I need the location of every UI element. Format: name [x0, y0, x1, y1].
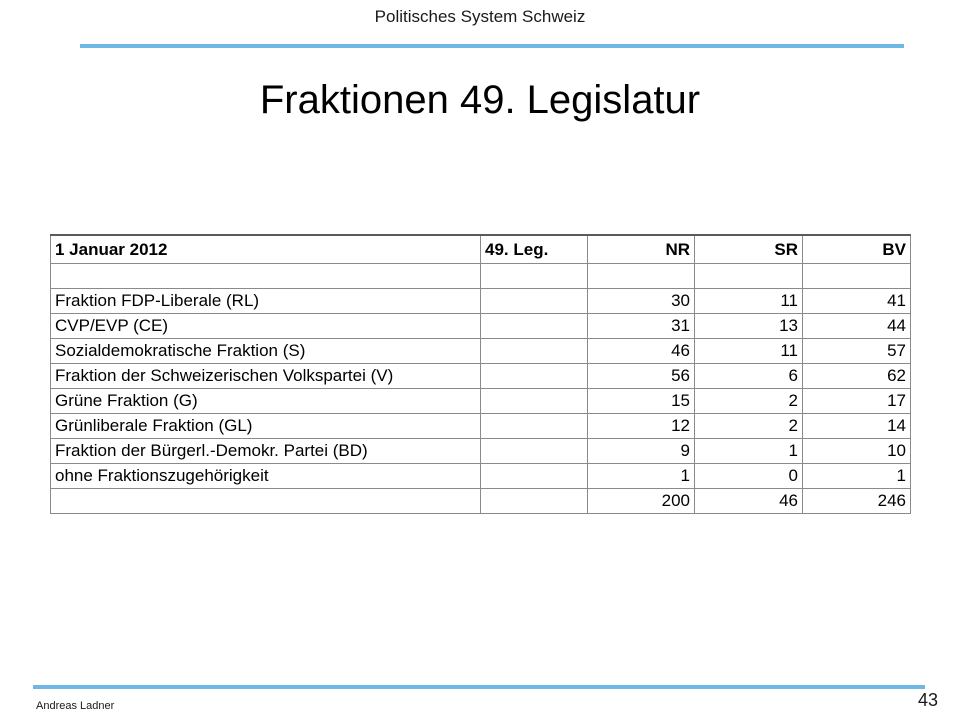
- sr-seats: 2: [695, 414, 803, 439]
- bv-seats: 44: [803, 314, 911, 339]
- column-header-nr: NR: [588, 235, 695, 264]
- bv-seats: 10: [803, 439, 911, 464]
- table-cell: [588, 264, 695, 289]
- sr-seats: 11: [695, 339, 803, 364]
- table-spacer-row: [51, 264, 911, 289]
- faction-name: Fraktion der Schweizerischen Volkspartei (V): [51, 364, 481, 389]
- table-row: [51, 364, 911, 389]
- legislature-cell: [481, 364, 588, 389]
- legislature-cell: [481, 389, 588, 414]
- header-divider: [80, 44, 904, 48]
- column-header-bv: BV: [803, 235, 911, 264]
- nr-seats: 1: [588, 464, 695, 489]
- slide-title: Fraktionen 49. Legislatur: [259, 78, 701, 122]
- sr-seats: 6: [695, 364, 803, 389]
- total-label: [51, 489, 481, 514]
- faction-name: ohne Fraktionszugehörigkeit: [51, 464, 481, 489]
- nr-total: 200: [588, 489, 695, 514]
- column-header-legislature: 49. Leg.: [481, 235, 588, 264]
- table-row: [51, 289, 911, 314]
- table-row: [51, 414, 911, 439]
- sr-seats: 2: [695, 389, 803, 414]
- table-row: [51, 464, 911, 489]
- bv-seats: 57: [803, 339, 911, 364]
- bv-seats: 62: [803, 364, 911, 389]
- faction-name: CVP/EVP (CE): [51, 314, 481, 339]
- legislature-cell: [481, 414, 588, 439]
- legislature-cell: [481, 464, 588, 489]
- faction-name: Fraktion FDP-Liberale (RL): [51, 289, 481, 314]
- bv-seats: 1: [803, 464, 911, 489]
- table-row: [51, 314, 911, 339]
- column-header-date: 1 Januar 2012: [51, 235, 481, 264]
- table-header-row: [51, 235, 911, 264]
- faction-seat-table: [50, 234, 911, 514]
- page-number: 43: [917, 690, 938, 710]
- nr-seats: 31: [588, 314, 695, 339]
- bv-seats: 41: [803, 289, 911, 314]
- footer-divider: [33, 685, 925, 689]
- table-total-row: [51, 489, 911, 514]
- table-cell: [51, 264, 481, 289]
- sr-seats: 13: [695, 314, 803, 339]
- table-row: [51, 439, 911, 464]
- column-header-sr: SR: [695, 235, 803, 264]
- author-name: Andreas Ladner: [36, 700, 115, 712]
- faction-table-container: [50, 234, 910, 514]
- table-row: [51, 339, 911, 364]
- table-cell: [695, 264, 803, 289]
- total-legislature-cell: [481, 489, 588, 514]
- faction-name: Grünliberale Fraktion (GL): [51, 414, 481, 439]
- bv-seats: 17: [803, 389, 911, 414]
- bv-seats: 14: [803, 414, 911, 439]
- bv-total: 246: [803, 489, 911, 514]
- nr-seats: 46: [588, 339, 695, 364]
- nr-seats: 30: [588, 289, 695, 314]
- nr-seats: 9: [588, 439, 695, 464]
- legislature-cell: [481, 289, 588, 314]
- sr-seats: 11: [695, 289, 803, 314]
- table-row: [51, 389, 911, 414]
- table-cell: [481, 264, 588, 289]
- table-cell: [803, 264, 911, 289]
- presentation-title: Politisches System Schweiz: [374, 7, 586, 26]
- legislature-cell: [481, 314, 588, 339]
- nr-seats: 12: [588, 414, 695, 439]
- nr-seats: 56: [588, 364, 695, 389]
- sr-seats: 0: [695, 464, 803, 489]
- faction-name: Fraktion der Bürgerl.-Demokr. Partei (BD): [51, 439, 481, 464]
- legislature-cell: [481, 339, 588, 364]
- legislature-cell: [481, 439, 588, 464]
- sr-total: 46: [695, 489, 803, 514]
- faction-name: Sozialdemokratische Fraktion (S): [51, 339, 481, 364]
- faction-name: Grüne Fraktion (G): [51, 389, 481, 414]
- sr-seats: 1: [695, 439, 803, 464]
- nr-seats: 15: [588, 389, 695, 414]
